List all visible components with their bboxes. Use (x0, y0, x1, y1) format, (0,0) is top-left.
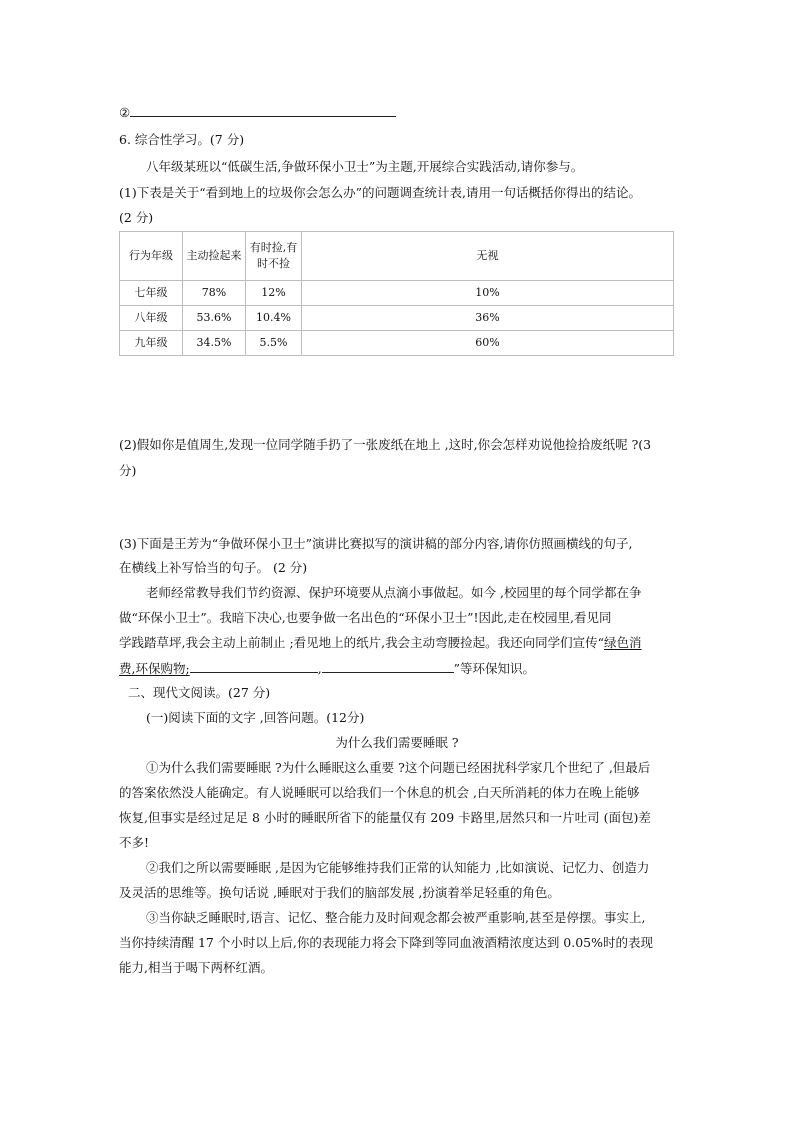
speech-comma: , (317, 661, 322, 676)
speech-line-4-end: ”等环保知识。 (453, 661, 536, 676)
q6-sub3-line2: 在横线上补写恰当的句子。 (2 分) (119, 560, 308, 575)
article-p3-line2: 当你持续清醒 17 个小时以上后,你的表现能力将会下降到等同血液酒精浓度达到 0.05%时的表现 (119, 935, 654, 950)
table-cell: 九年级 (120, 331, 183, 356)
speech-line-3-text: 学践踏草坪,我会主动上前制止 ;看见地上的纸片,我会主动弯腰捡起。我还向同学们宣传“ (119, 635, 605, 650)
table-cell: 53.6% (183, 306, 246, 331)
part2-sub-heading: (一)阅读下面的文字 ,回答问题。(12分) (146, 710, 365, 725)
survey-table (119, 231, 674, 356)
q6-sub1-line1: (1)下表是关于“看到地上的垃圾你会怎么办”的问题调查统计表,请用一句话概括你得出的结论。 (119, 185, 641, 200)
q6-sub3-line1: (3)下面是王芳为“争做环保小卫士”演讲比赛拟写的演讲稿的部分内容,请你仿照画横线的句子, (119, 536, 633, 551)
article-p3-line1: ③当你缺乏睡眠时,语言、记忆、整合能力及时间观念都会被严重影响,甚至是停摆。事实上, (146, 910, 646, 925)
q6-sub2-line2: 分) (119, 463, 137, 478)
q6-intro: 八年级某班以“低碳生活,争做环保小卫士”为主题,开展综合实践活动,请你参与。 (146, 159, 584, 174)
speech-line-2: 做“环保小卫士”。我暗下决心,也要争做一名出色的“环保小卫士”!因此,走在校园里,看见同 (119, 610, 612, 625)
article-p2-line2: 及灵活的思维等。换句话说 ,睡眠对于我们的脑部发展 ,扮演着举足轻重的角色。 (119, 885, 560, 900)
table-cell: 34.5% (183, 331, 246, 356)
part2-heading: 二、现代文阅读。(27 分) (128, 685, 271, 700)
table-cell: 5.5% (246, 331, 302, 356)
table-cell: 36% (302, 306, 674, 331)
table-header-row (120, 232, 674, 281)
item-marker: ② (119, 105, 131, 120)
article-p1-line2: 的答案依然没人能确定。有人说睡眠可以给我们一个休息的机会 ,白天所消耗的体力在晚上能够 (119, 785, 640, 800)
table-row (120, 331, 674, 356)
table-header-cell: 行为年级 (120, 232, 183, 281)
table-cell: 七年级 (120, 281, 183, 306)
answer-item-2 (119, 103, 396, 122)
fill-blank-2[interactable] (322, 659, 454, 673)
article-title: 为什么我们需要睡眠 ? (335, 735, 459, 750)
fill-blank-1[interactable] (190, 659, 318, 673)
table-row (120, 306, 674, 331)
table-row (120, 281, 674, 306)
speech-line-3 (119, 634, 642, 652)
answer-blank-2[interactable] (130, 103, 396, 117)
article-p1-line1: ①为什么我们需要睡眠 ?为什么睡眠这么重要 ?这个问题已经困扰科学家几个世纪了 ,但最后 (146, 760, 651, 775)
table-header-cell: 主动捡起来 (183, 232, 246, 281)
article-p3-line3: 能力,相当于喝下两杯红酒。 (119, 960, 273, 975)
underlined-sentence-part2: 费,环保购物; (119, 661, 190, 676)
table-header-cell: 有时捡,有 时不捡 (246, 232, 302, 281)
article-p1-line4: 不多! (119, 835, 150, 850)
article-p2-line1: ②我们之所以需要睡眠 ,是因为它能够维持我们正常的认知能力 ,比如演说、记忆力、创造力 (146, 860, 650, 875)
table-cell: 12% (246, 281, 302, 306)
speech-line-4 (119, 659, 535, 678)
q6-sub1-line2: (2 分) (119, 210, 154, 225)
table-cell: 60% (302, 331, 674, 356)
table-cell: 八年级 (120, 306, 183, 331)
table-cell: 78% (183, 281, 246, 306)
table-cell: 10% (302, 281, 674, 306)
table-cell: 10.4% (246, 306, 302, 331)
table-header-cell: 无视 (302, 232, 674, 281)
underlined-sentence-part1: 绿色消 (604, 635, 642, 650)
q6-sub2-line1: (2)假如你是值周生,发现一位同学随手扔了一张废纸在地上 ,这时,你会怎样劝说他捡拾废纸呢 ?(3 (119, 437, 652, 452)
article-p1-line3: 恢复,但事实是经过足足 8 小时的睡眠所省下的能量仅有 209 卡路里,居然只和一片吐司 (面包)差 (119, 810, 651, 825)
speech-line-1: 老师经常教导我们节约资源、保护环境要从点滴小事做起。如今 ,校园里的每个同学都在争 (146, 585, 642, 600)
q6-heading: 6. 综合性学习。(7 分) (119, 132, 245, 147)
